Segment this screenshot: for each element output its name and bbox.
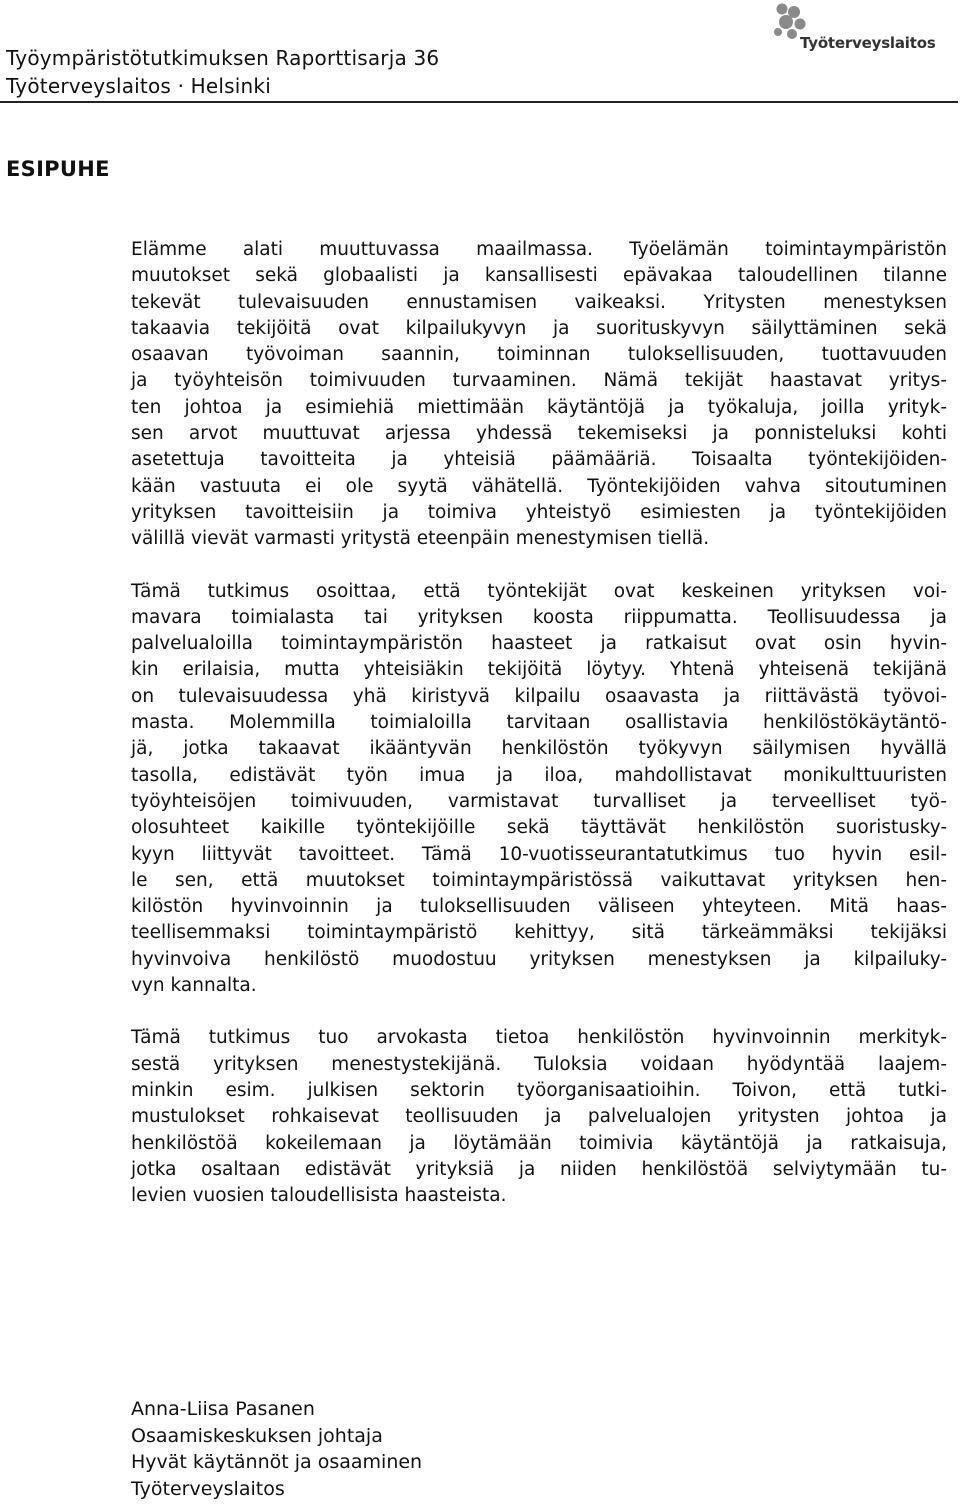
text-line: Elämme alati muuttuvassa maailmassa. Työelämän toimintaympäristön [131,239,947,260]
text-line: muutokset sekä globaalisti ja kansallisesti epävakaa taloudellinen tilanne [131,265,947,287]
page-header [6,44,439,100]
text-line: minkin esim. julkisen sektorin työorganisaatioihin. Toivon, että tutki- [131,1079,947,1101]
text-line: vyn kannalta. [131,975,257,997]
preface-body [131,237,947,1209]
text-line: teellisemmaksi toimintaympäristö kehittyy, sitä tärkeämmäksi tekijäksi [131,922,947,944]
signature-organization: Työterveyslaitos [131,1477,285,1500]
text-line: takaavia tekijöitä ovat kilpailukyvyn ja suorituskyvyn säilyttäminen sekä [131,317,947,339]
text-line: palvelualoilla toimintaympäristön haasteet ja ratkaisut ovat osin hyvin- [131,633,947,655]
text-line: sestä yrityksen menestystekijänä. Tuloksia voidaan hyödyntää laajem- [131,1053,947,1075]
page-title: ESIPUHE [6,157,110,181]
logo [770,2,940,58]
text-line: mustulokset rohkaisevat teollisuuden ja palvelualojen yritysten johtoa ja [131,1106,947,1128]
text-line: kyyn liittyvät tavoitteet. Tämä 10-vuotisseurantatutkimus tuo hyvin esil- [131,843,947,865]
text-line: henkilöstöä kokeilemaan ja löytämään toimivia käytäntöjä ja ratkaisuja, [131,1132,947,1154]
text-line: masta. Molemmilla toimialoilla tarvitaan osallistavia henkilöstökäytäntö- [131,712,947,734]
text-line: le sen, että muutokset toimintaympäristössä vaikuttavat yrityksen hen- [131,869,947,891]
text-line: osaavan työvoiman saannin, toiminnan tuloksellisuuden, tuottavuuden [131,344,947,366]
signature-unit: Hyvät käytännöt ja osaaminen [131,1451,423,1473]
paragraph-gap [131,999,947,1025]
text-line: kilöstön hyvinvoinnin ja tuloksellisuuden väliseen yhteyteen. Mitä haas- [131,896,947,918]
text-line: tekevät tulevaisuuden ennustamisen vaikeaksi. Yritysten menestyksen [131,291,947,313]
header-divider [0,101,958,103]
text-line: hyvinvoiva henkilöstö muodostuu yrityksen menestyksen ja kilpailuky- [131,948,947,970]
text-line: kään vastuuta ei ole syytä vähätellä. Työntekijöiden vahva sitoutuminen [131,475,947,497]
paragraph [131,1025,947,1209]
logo-text: Työterveyslaitos [800,34,936,52]
text-line: kin erilaisia, mutta yhteisiäkin tekijöitä löytyy. Yhtenä yhteisenä tekijänä [131,659,947,681]
text-line: sen arvot muuttuvat arjessa yhdessä tekemiseksi ja ponnisteluksi kohti [131,423,947,445]
text-line: asetettuja tavoitteita ja yhteisiä päämääriä. Toisaalta työntekijöiden- [131,449,947,471]
text-line: levien vuosien taloudellisista haasteista. [131,1185,507,1207]
paragraph-gap [131,553,947,579]
signature-block [131,1396,422,1502]
text-line: jä, jotka takaavat ikääntyvän henkilöstön työkyvyn säilymisen hyvällä [131,738,947,760]
text-line: tasolla, edistävät työn imua ja iloa, mahdollistavat monikulttuuristen [131,764,947,786]
signature-name: Anna-Liisa Pasanen [131,1398,315,1420]
text-line: välillä vievät varmasti yritystä eteenpäin menestymisen tiellä. [131,528,710,550]
signature-title: Osaamiskeskuksen johtaja [131,1424,383,1447]
publisher-line: Työterveyslaitos · Helsinki [6,74,271,98]
series-title: Työympäristötutkimuksen Raporttisarja 36 [6,46,440,70]
text-line: ten johtoa ja esimiehiä miettimään käytäntöjä ja työkaluja, joilla yrityk- [131,396,947,418]
text-line: Tämä tutkimus osoittaa, että työntekijät ovat keskeinen yrityksen voi- [131,580,947,602]
text-line: yrityksen tavoitteisiin ja toimiva yhteistyö esimiesten ja työntekijöiden [131,501,947,523]
text-line: mavara toimialasta tai yrityksen koosta riippumatta. Teollisuudessa ja [131,606,947,628]
paragraph [131,237,947,553]
paragraph [131,579,947,1000]
text-line: Tämä tutkimus tuo arvokasta tietoa henkilöstön hyvinvoinnin merkityk- [131,1027,947,1049]
text-line: jotka osaltaan edistävät yrityksiä ja niiden henkilöstöä selviytymään tu- [131,1158,947,1180]
text-line: olosuhteet kaikille työntekijöille sekä täyttävät henkilöstön suoristusky- [131,817,947,839]
text-line: on tulevaisuudessa yhä kiristyvä kilpailu osaavasta ja riittävästä työvoi- [131,685,947,707]
text-line: työyhteisöjen toimivuuden, varmistavat turvalliset ja terveelliset työ- [131,790,947,812]
text-line: ja työyhteisön toimivuuden turvaaminen. Nämä tekijät haastavat yritys- [131,370,947,392]
